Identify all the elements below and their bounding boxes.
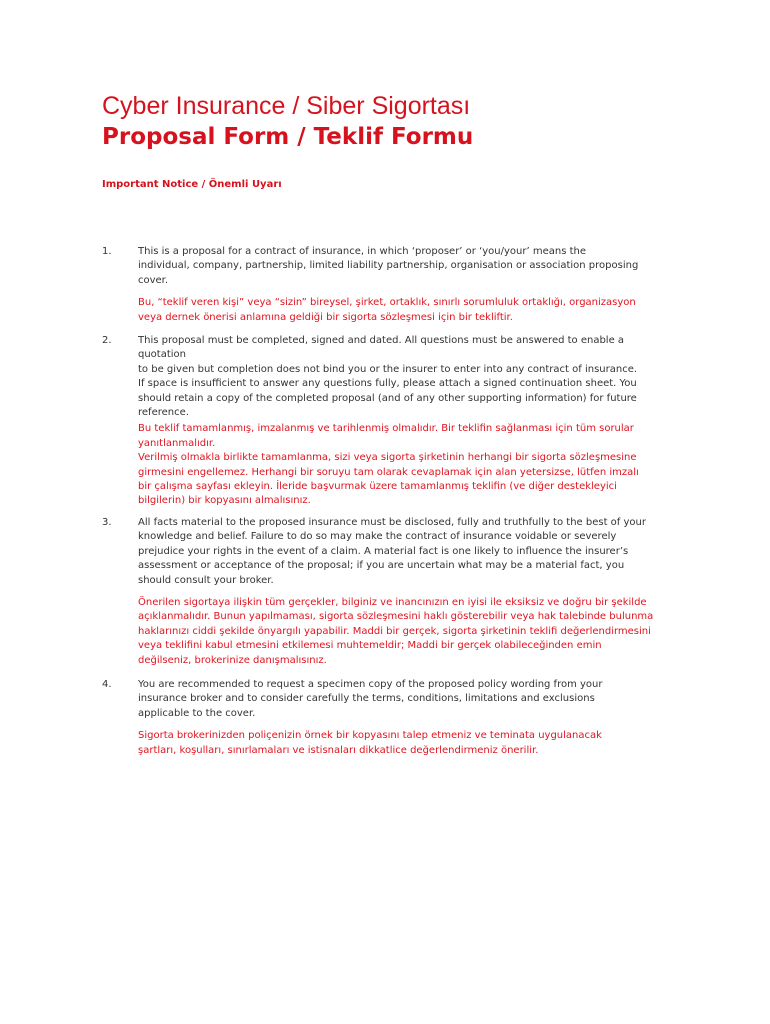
document-title: Cyber Insurance / Siber Sigortası — [102, 92, 471, 120]
document-subtitle: Proposal Form / Teklif Formu — [102, 124, 474, 150]
item-turkish-text: Bu teklif tamamlanmış, imzalanmış ve tarihlenmiş olmalıdır. Bir teklifin sağlanması için tüm sorular yanıtlanmalıdır. Verilmiş olmakla birlikte tamamlanma, sizi veya sigorta şirketinin herhangi bir sigorta sözleşmesine girmesini engellemez. Herhangi bir soruyu tam olarak cevaplamak için alan yetersizse, lütfen imzalı bir çalışma sayfası ekleyin. İleride başvurmak üzere tamamlanmış teklifin (ve diğer destekleyici bilgilerin) bir kopyasını almalısınız. — [138, 423, 639, 507]
item-body — [138, 516, 662, 668]
item-number: 1. — [102, 246, 112, 257]
item-body — [138, 245, 662, 325]
item-body — [138, 334, 662, 509]
important-notice-heading: Important Notice / Önemli Uyarı — [102, 179, 282, 190]
item-english-text: All facts material to the proposed insurance must be disclosed, fully and truthfully to the best of your knowledge and belief. Failure to do so may make the contract of insurance voidable or severely prejudice your rights in the event of a claim. A material fact is one likely to influence the insurer’s assessment or acceptance of the proposal; if you are uncertain what may be a material fact, you should consult your broker. — [138, 517, 646, 586]
item-body — [138, 678, 662, 758]
item-turkish-text: Bu, “teklif veren kişi” veya “sizin” bireysel, şirket, ortaklık, sınırlı sorumluluk ortaklığı, organizasyon veya dernek önerisi anlamına geldiği bir sigorta sözleşmesi için bir tekliftir. — [138, 297, 636, 323]
item-number: 3. — [102, 517, 112, 528]
item-english-text: You are recommended to request a specimen copy of the proposed policy wording from your insurance broker and to consider carefully the terms, conditions, limitations and exclusions applicable to the cover. — [138, 679, 603, 719]
item-english-text: This is a proposal for a contract of insurance, in which ‘proposer’ or ‘you/your’ means the individual, company, partnership, limited liability partnership, organisation or association proposing cover. — [138, 246, 639, 286]
item-turkish-text: Önerilen sigortaya ilişkin tüm gerçekler, bilginiz ve inancınızın en iyisi ile eksiksiz ve doğru bir şekilde açıklanmalıdır. Bunun yapılmaması, sigorta sözleşmesini haklı gösterebilir veya hak talebinde bulunma haklarınızı ciddi şekilde önyargılı yapabilir. Maddi bir gerçek, sigorta şirketinin teklifi değerlendirmesini veya teklifini kabul etmesini etkilemesi muhtemeldir; Maddi bir gerçek olabileceğinden emin değilseniz, brokerinize danışmalısınız. — [138, 597, 654, 666]
item-english-text: This proposal must be completed, signed and dated. All questions must be answered to enable a quotation to be given but completion does not bind you or the insurer to enter into any contract of insurance. If space is insufficient to answer any questions fully, please attach a signed continuation sheet. You should retain a copy of the completed proposal (and of any other supporting information) for future reference. — [138, 335, 638, 419]
item-number: 4. — [102, 679, 112, 690]
item-number: 2. — [102, 335, 112, 346]
item-turkish-text: Sigorta brokerinizden poliçenizin örnek bir kopyasını talep etmeniz ve teminata uygulanacak şartları, koşulları, sınırlamaları ve istisnaları dikkatlice değerlendirmeniz önerilir. — [138, 730, 602, 756]
